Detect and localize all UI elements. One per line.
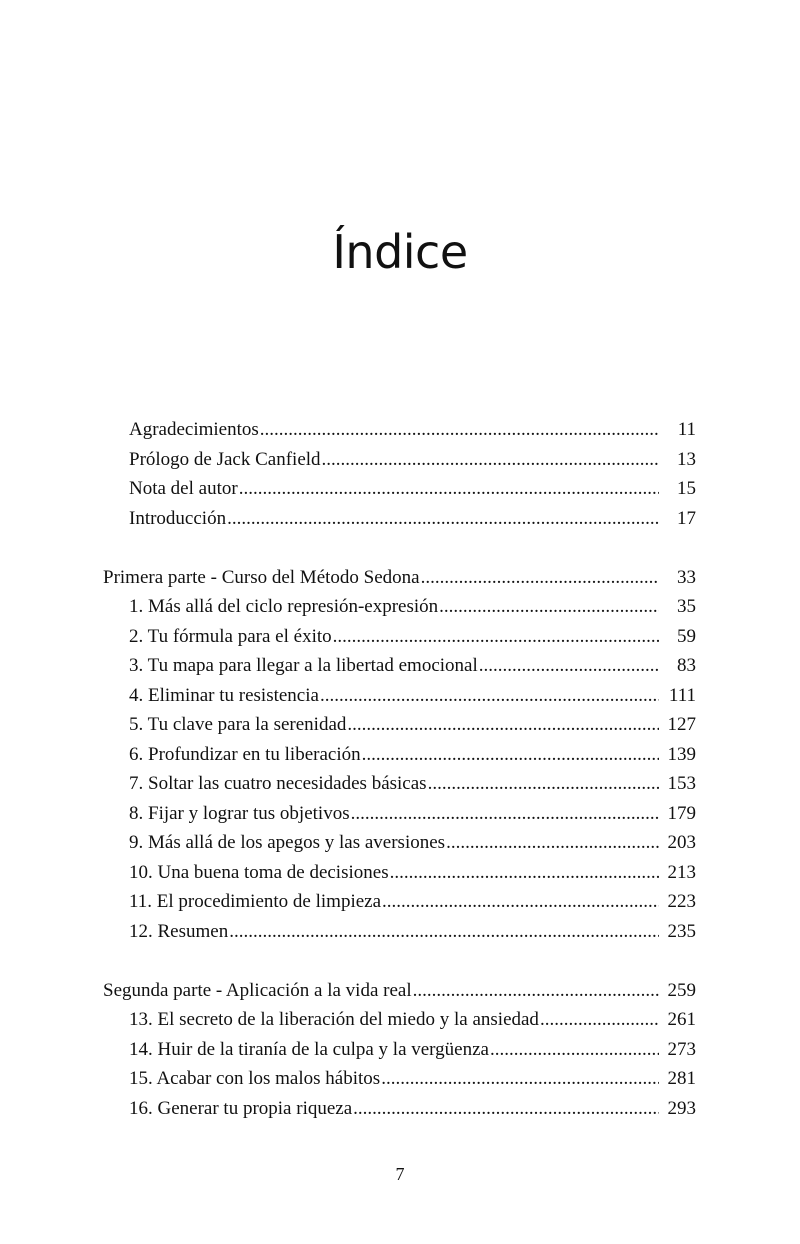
toc-page-number: 261 [667,1009,696,1030]
toc-entry-chapter-4[interactable] [103,681,696,711]
toc-page-number: 293 [667,1097,696,1119]
toc-entry-chapter-2[interactable] [103,622,696,652]
toc-page-number: 11 [677,419,696,440]
toc-entry-title: 9. Más allá de los apegos y las aversiones [129,832,446,853]
toc-page-number: 203 [667,832,696,853]
toc-entry-title: 10. Una buena toma de decisiones [129,861,389,883]
toc-page-number: 17 [677,507,696,529]
toc-entry-chapter-5[interactable] [103,710,696,740]
front-matter-section [103,415,696,533]
toc-entry-title: 14. Huir de la tiranía de la culpa y la vergüenza [129,1038,489,1060]
dot-leader [333,622,659,652]
page-title: Índice [332,225,468,279]
toc-entry-title: 11. El procedimiento de limpieza [129,891,382,912]
toc-entry-title: 7. Soltar las cuatro necesidades básicas [129,773,427,794]
toc-entry-nota-del-autor[interactable] [103,474,696,504]
toc-entry-title: Introducción [129,507,227,529]
toc-entry-chapter-3[interactable] [103,651,696,681]
dot-leader [227,504,659,534]
toc-entry-chapter-12[interactable] [103,917,696,947]
toc-part-title: Primera parte - Curso del Método Sedona [103,566,420,588]
dot-leader [439,592,659,622]
toc-entry-title: Nota del autor [129,478,238,499]
toc-part-heading-primera-parte[interactable] [103,563,696,593]
dot-leader [540,1005,659,1035]
dot-leader [490,1035,659,1065]
toc-page-number: 35 [677,596,696,617]
toc-page-number: 83 [677,655,696,676]
table-of-contents [103,415,696,1123]
toc-page-number: 153 [667,773,696,794]
toc-entry-title: 6. Profundizar en tu liberación [129,743,361,765]
toc-page-number: 259 [667,979,696,1001]
toc-entry-title: Agradecimientos [129,419,259,440]
toc-entry-chapter-14[interactable] [103,1035,696,1065]
toc-entry-title: 16. Generar tu propia riqueza [129,1097,353,1119]
dot-leader [362,740,659,770]
toc-entry-chapter-16[interactable] [103,1094,696,1124]
dot-leader [322,445,659,475]
toc-entry-title: 5. Tu clave para la serenidad [129,714,347,735]
toc-page-number: 59 [677,625,696,647]
dot-leader [413,976,659,1006]
toc-page-number: 223 [667,891,696,912]
dot-leader [428,769,659,799]
part-two-section [103,976,696,1124]
toc-entry-title: 3. Tu mapa para llegar a la libertad emocional [129,655,478,676]
section-spacer [103,533,696,563]
dot-leader [381,1064,659,1094]
toc-entry-title: 1. Más allá del ciclo represión-expresión [129,596,439,617]
toc-page-number: 33 [677,566,696,588]
dot-leader [320,681,659,711]
toc-page-number: 139 [667,743,696,765]
toc-entry-chapter-7[interactable] [103,769,696,799]
toc-page-number: 281 [667,1068,696,1089]
toc-entry-chapter-11[interactable] [103,887,696,917]
dot-leader [390,858,659,888]
toc-entry-chapter-9[interactable] [103,828,696,858]
toc-entry-title: 2. Tu fórmula para el éxito [129,625,332,647]
dot-leader [446,828,659,858]
toc-entry-introduccion[interactable] [103,504,696,534]
dot-leader [260,415,659,445]
dot-leader [229,917,659,947]
toc-entry-title: 12. Resumen [129,920,229,942]
toc-entry-chapter-10[interactable] [103,858,696,888]
toc-entry-chapter-6[interactable] [103,740,696,770]
dot-leader [239,474,659,504]
dot-leader [351,799,659,829]
part-one-section [103,563,696,947]
toc-entry-title: 8. Fijar y lograr tus objetivos [129,802,350,824]
dot-leader [382,887,659,917]
toc-page-number: 13 [677,448,696,470]
toc-entry-agradecimientos[interactable] [103,415,696,445]
toc-entry-chapter-1[interactable] [103,592,696,622]
toc-page-number: 235 [667,920,696,942]
dot-leader [347,710,659,740]
toc-entry-chapter-8[interactable] [103,799,696,829]
toc-entry-title: 13. El secreto de la liberación del miedo y la ansiedad [129,1009,539,1030]
toc-entry-prologo[interactable] [103,445,696,475]
toc-entry-title: 4. Eliminar tu resistencia [129,684,319,706]
toc-entry-title: Prólogo de Jack Canfield [129,448,321,470]
toc-page-number: 179 [667,802,696,824]
toc-part-title: Segunda parte - Aplicación a la vida real [103,979,412,1001]
footer-page-number: 7 [395,1164,405,1184]
toc-page-number: 213 [667,861,696,883]
dot-leader [479,651,659,681]
toc-page-number: 111 [668,684,696,706]
toc-entry-title: 15. Acabar con los malos hábitos [129,1068,381,1089]
toc-page-number: 273 [667,1038,696,1060]
toc-page-number: 127 [667,714,696,735]
toc-part-heading-segunda-parte[interactable] [103,976,696,1006]
toc-entry-chapter-13[interactable] [103,1005,696,1035]
toc-entry-chapter-15[interactable] [103,1064,696,1094]
dot-leader [421,563,659,593]
dot-leader [353,1094,659,1124]
toc-page-number: 15 [677,478,696,499]
section-spacer [103,946,696,976]
